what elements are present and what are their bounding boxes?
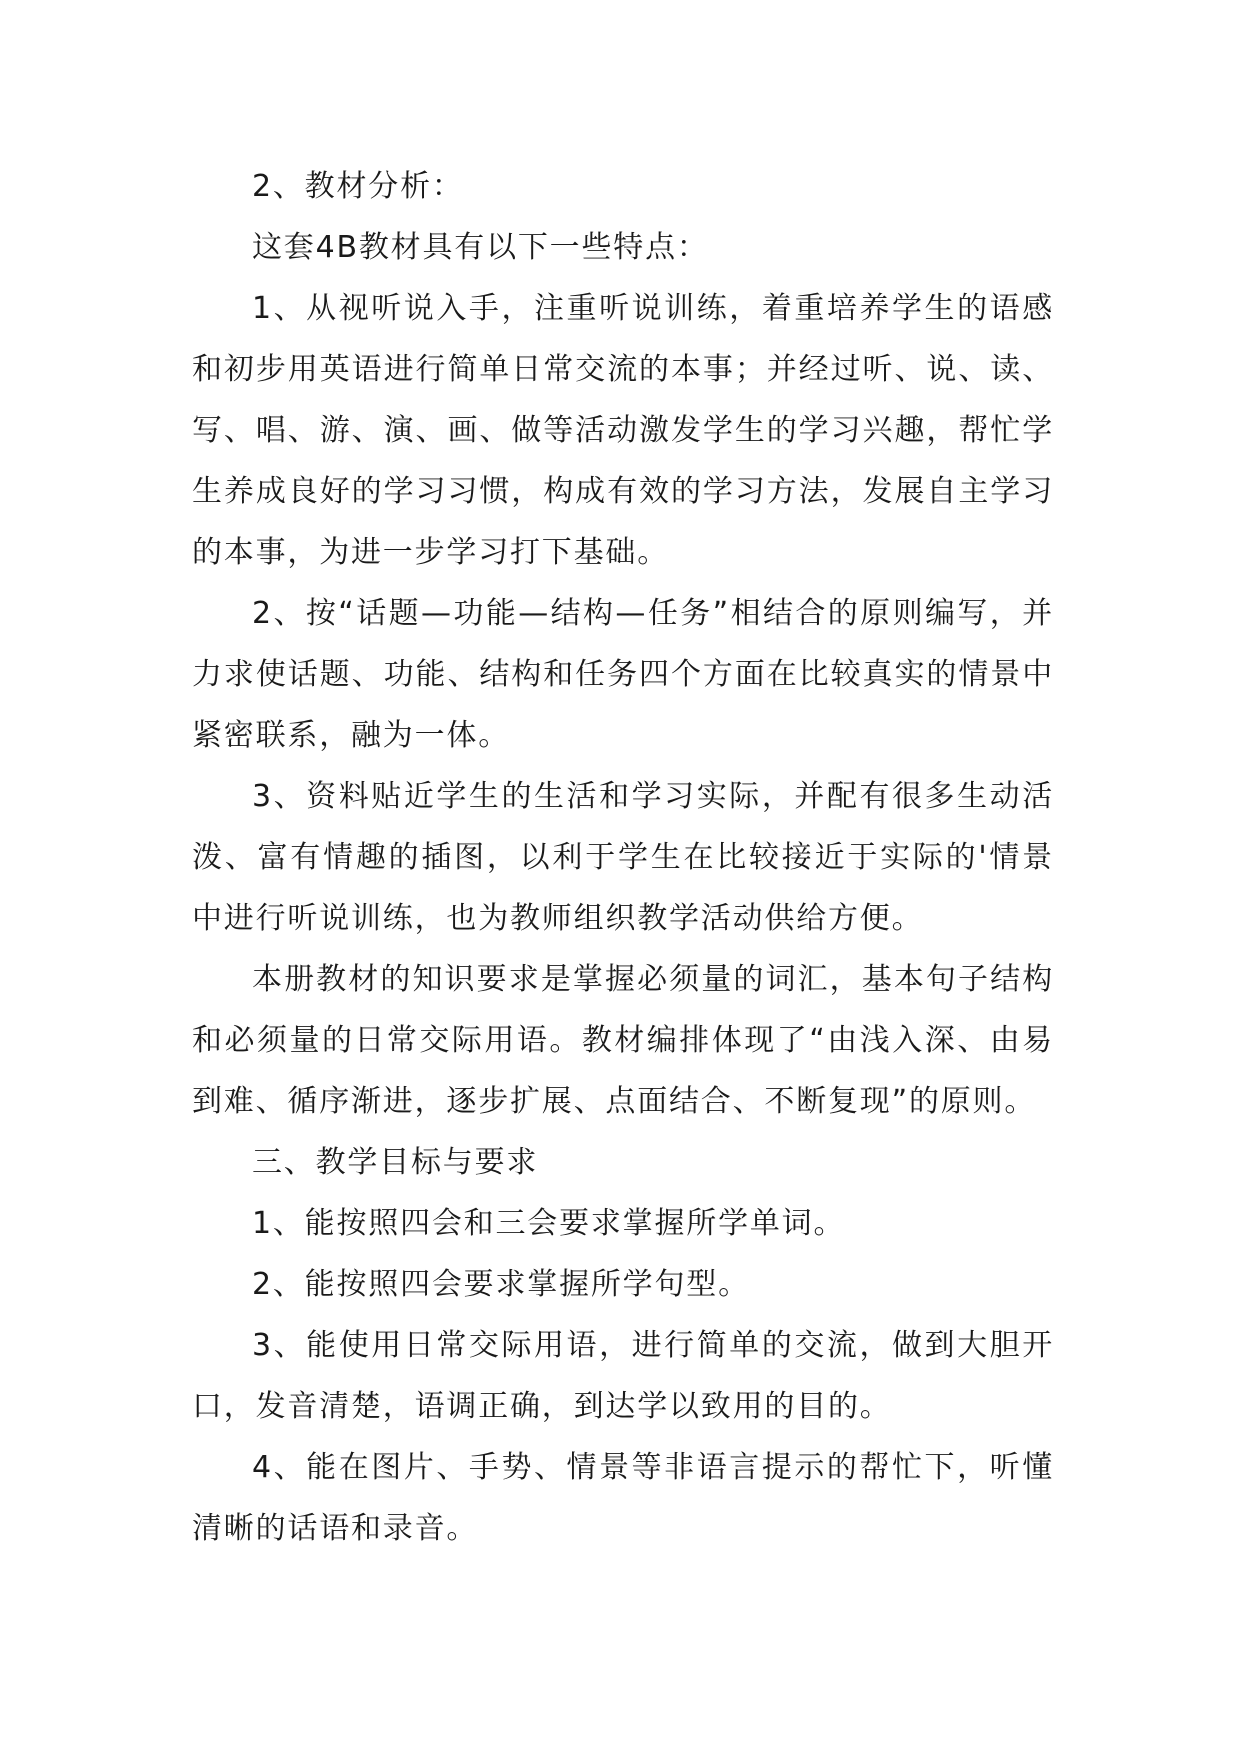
paragraph-textbook-analysis-heading: 2、教材分析： [252, 169, 464, 204]
paragraph-knowledge-requirements: 本册教材的知识要求是掌握必须量的词汇，基本句子结构和必须量的日常交际用语。教材编排体现了“由浅入深、由易到难、循序渐进，逐步扩展、点面结合、不断复现”的原则。 [192, 962, 1054, 1119]
paragraph-goal-4: 4、能在图片、手势、情景等非语言提示的帮忙下，听懂清晰的话语和录音。 [192, 1450, 1054, 1546]
paragraph-textbook-features-intro: 这套4B教材具有以下一些特点： [252, 230, 709, 265]
paragraph-feature-2: 2、按“话题—功能—结构—任务”相结合的原则编写，并力求使话题、功能、结构和任务四个方面在比较真实的情景中紧密联系，融为一体。 [192, 596, 1054, 753]
document-body [192, 156, 1054, 1559]
paragraph-goal-1: 1、能按照四会和三会要求掌握所学单词。 [252, 1206, 846, 1241]
paragraph-goal-2: 2、能按照四会要求掌握所学句型。 [252, 1267, 750, 1302]
paragraph-goal-3: 3、能使用日常交际用语，进行简单的交流，做到大胆开口，发音清楚，语调正确，到达学以致用的目的。 [192, 1328, 1054, 1424]
paragraph-feature-3: 3、资料贴近学生的生活和学习实际，并配有很多生动活泼、富有情趣的插图，以利于学生在比较接近于实际的'情景中进行听说训练，也为教师组织教学活动供给方便。 [192, 779, 1054, 936]
paragraph-goals-heading: 三、教学目标与要求 [252, 1145, 539, 1180]
paragraph-feature-1: 1、从视听说入手，注重听说训练，着重培养学生的语感和初步用英语进行简单日常交流的本事；并经过听、说、读、写、唱、游、演、画、做等活动激发学生的学习兴趣，帮忙学生养成良好的学习习惯，构成有效的学习方法，发展自主学习的本事，为进一步学习打下基础。 [192, 291, 1054, 570]
